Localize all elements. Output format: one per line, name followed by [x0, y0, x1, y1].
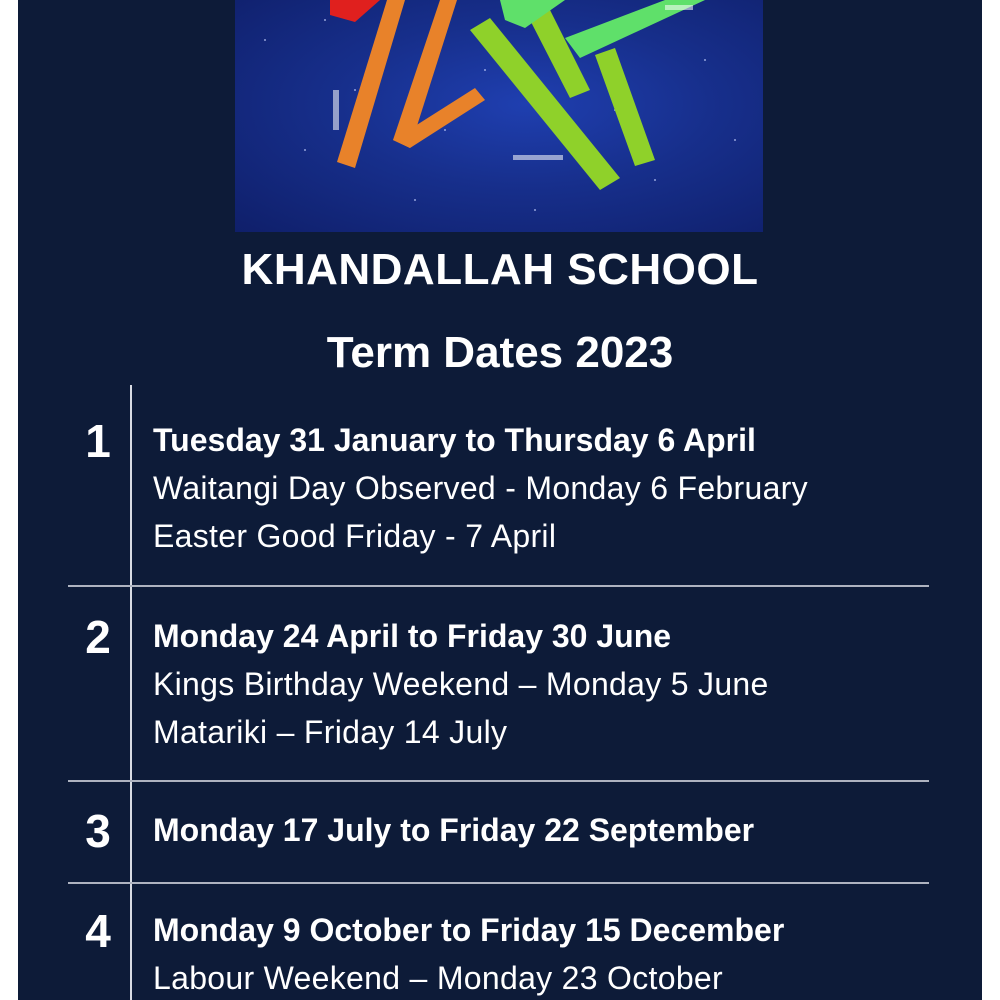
row-divider — [68, 780, 929, 782]
red-stripe-shape — [330, 0, 380, 22]
term-dates: Monday 24 April to Friday 30 June — [153, 618, 672, 654]
term-note: Matariki – Friday 14 July — [153, 714, 508, 750]
term-dates: Tuesday 31 January to Thursday 6 April — [153, 422, 756, 458]
term-dates: Monday 17 July to Friday 22 September — [153, 812, 755, 848]
term-note: Labour Weekend – Monday 23 October — [153, 960, 723, 996]
term-note: Waitangi Day Observed - Monday 6 February — [153, 470, 808, 506]
term-number: 2 — [85, 611, 111, 663]
term-number: 1 — [85, 415, 111, 467]
term-note: Kings Birthday Weekend – Monday 5 June — [153, 666, 769, 702]
term-dates-poster — [18, 0, 982, 1000]
term-details — [153, 906, 953, 1000]
term-details — [153, 806, 953, 854]
term-dates: Monday 9 October to Friday 15 December — [153, 912, 785, 948]
row-divider — [68, 882, 929, 884]
column-divider — [130, 385, 132, 1000]
school-name: KHANDALLAH SCHOOL — [241, 245, 759, 294]
school-star-logo — [235, 0, 763, 232]
term-number: 4 — [85, 905, 111, 957]
page-title: Term Dates 2023 — [326, 328, 674, 377]
star-logo-graphic — [235, 0, 763, 232]
term-details — [153, 612, 953, 756]
orange-stripe-shape — [337, 0, 405, 168]
row-divider — [68, 585, 929, 587]
term-details — [153, 416, 953, 560]
term-note: Easter Good Friday - 7 April — [153, 518, 557, 554]
term-number: 3 — [85, 805, 111, 857]
